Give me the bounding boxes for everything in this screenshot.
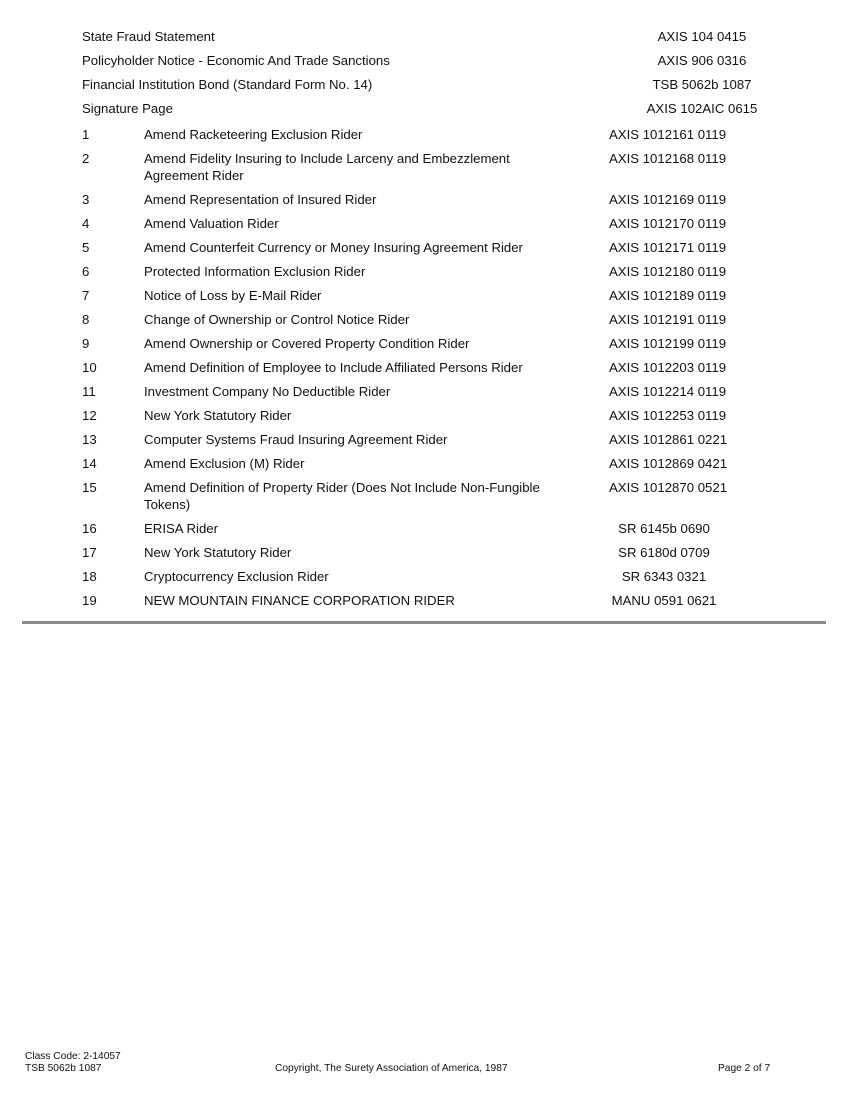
rider-row [82,127,782,151]
rider-code: AXIS 1012869 0421 [609,456,728,471]
rider-number: 5 [82,240,90,255]
rider-title: ERISA Rider [144,521,219,536]
rider-row [82,312,782,336]
class-code: Class Code: 2-14057 [25,1051,121,1062]
rider-row [82,545,782,569]
rider-title: New York Statutory Rider [144,545,292,560]
rider-row [82,456,782,480]
rider-title: Amend Ownership or Covered Property Condition Rider [144,336,470,351]
rider-code: AXIS 1012199 0119 [609,336,727,351]
rider-number: 12 [82,408,97,423]
footer-left [25,1051,121,1075]
rider-number: 3 [82,192,90,207]
rider-number: 18 [82,569,97,584]
rider-row [82,360,782,384]
rider-title: Amend Exclusion (M) Rider [144,456,305,471]
section-divider [22,621,826,624]
rider-code: AXIS 1012191 0119 [609,312,727,327]
rider-row [82,288,782,312]
rider-number: 2 [82,151,90,166]
rider-number: 17 [82,545,97,560]
rider-title: Change of Ownership or Control Notice Rider [144,312,410,327]
form-row [82,101,782,125]
form-code: AXIS 906 0316 [657,53,747,68]
rider-code: SR 6145b 0690 [618,521,710,536]
rider-number: 6 [82,264,90,279]
form-row [82,53,782,77]
form-name: Policyholder Notice - Economic And Trade Sanctions [82,53,390,68]
rider-title: Amend Racketeering Exclusion Rider [144,127,363,142]
footer-form-number: TSB 5062b 1087 [25,1063,102,1074]
rider-number: 13 [82,432,97,447]
rider-row [82,521,782,545]
rider-number: 4 [82,216,90,231]
rider-title: Notice of Loss by E-Mail Rider [144,288,322,303]
rider-row [82,480,782,521]
rider-number: 11 [82,384,96,399]
rider-row [82,384,782,408]
rider-title: Amend Definition of Property Rider (Does Not Include Non-Fungible Tokens) [144,480,540,512]
rider-row [82,432,782,456]
form-row [82,77,782,101]
rider-title: Amend Valuation Rider [144,216,279,231]
rider-code: AXIS 1012171 0119 [609,240,727,255]
form-code: AXIS 102AIC 0615 [646,101,758,116]
rider-code: AXIS 1012189 0119 [609,288,727,303]
rider-code: SR 6180d 0709 [618,545,710,560]
form-code: AXIS 104 0415 [657,29,747,44]
rider-code: AXIS 1012170 0119 [609,216,727,231]
rider-title: New York Statutory Rider [144,408,292,423]
rider-code: AXIS 1012203 0119 [609,360,727,375]
rider-number: 7 [82,288,90,303]
rider-row [82,569,782,593]
rider-code: MANU 0591 0621 [611,593,717,608]
form-name: Signature Page [82,101,173,116]
rider-code: AXIS 1012870 0521 [609,480,728,495]
rider-number: 15 [82,480,97,495]
form-name: Financial Institution Bond (Standard Form No. 14) [82,77,373,92]
rider-row [82,192,782,216]
rider-title: Amend Definition of Employee to Include Affiliated Persons Rider [144,360,523,375]
rider-code: AXIS 1012169 0119 [609,192,727,207]
rider-number: 10 [82,360,97,375]
form-row [82,29,782,53]
rider-title: Cryptocurrency Exclusion Rider [144,569,329,584]
rider-number: 14 [82,456,97,471]
rider-row [82,240,782,264]
rider-code: AXIS 1012214 0119 [609,384,727,399]
form-name: State Fraud Statement [82,29,215,44]
rider-code: AXIS 1012180 0119 [609,264,727,279]
rider-code: SR 6343 0321 [621,569,707,584]
rider-number: 19 [82,593,97,608]
rider-row [82,151,782,192]
rider-number: 16 [82,521,97,536]
rider-row [82,264,782,288]
rider-code: AXIS 1012168 0119 [609,151,727,166]
rider-title: Investment Company No Deductible Rider [144,384,391,399]
rider-number: 8 [82,312,90,327]
rider-title: NEW MOUNTAIN FINANCE CORPORATION RIDER [144,593,455,608]
rider-title: Amend Fidelity Insuring to Include Larceny and Embezzlement Agreement Rider [144,151,510,183]
rider-title: Amend Counterfeit Currency or Money Insuring Agreement Rider [144,240,523,255]
rider-title: Protected Information Exclusion Rider [144,264,366,279]
rider-number: 9 [82,336,90,351]
rider-number: 1 [82,127,90,142]
form-code: TSB 5062b 1087 [652,77,752,92]
rider-row [82,408,782,432]
copyright-notice: Copyright, The Surety Association of America, 1987 [275,1063,508,1074]
rider-row [82,336,782,360]
rider-code: AXIS 1012861 0221 [609,432,728,447]
riders-list [82,127,782,617]
rider-code: AXIS 1012161 0119 [609,127,727,142]
page-number: Page 2 of 7 [718,1063,771,1074]
rider-row [82,216,782,240]
forms-list [82,29,782,125]
rider-title: Computer Systems Fraud Insuring Agreement Rider [144,432,448,447]
rider-title: Amend Representation of Insured Rider [144,192,377,207]
rider-code: AXIS 1012253 0119 [609,408,727,423]
rider-row [82,593,782,617]
